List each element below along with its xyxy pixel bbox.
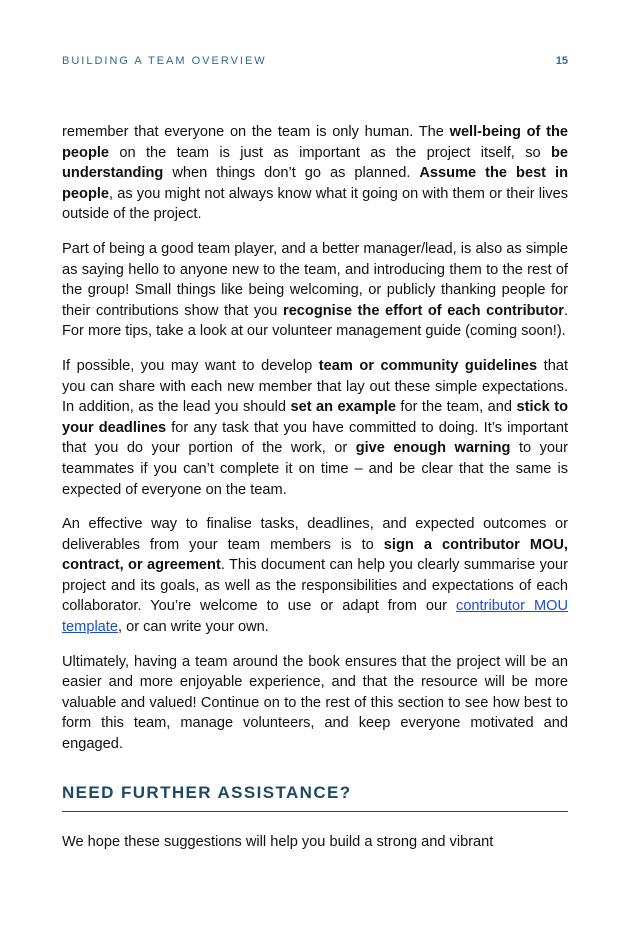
bold-phrase: sign a contributor MOU, contract, or agreement <box>62 536 568 574</box>
paragraph <box>62 832 568 853</box>
bold-phrase: be understanding <box>62 144 568 182</box>
mou-template-link[interactable]: contributor MOU template <box>62 598 568 636</box>
text-run: , or can write your own. <box>117 619 269 636</box>
body-text <box>62 122 568 867</box>
bold-phrase: set an example <box>290 399 396 416</box>
text-run: Part of being a good team player, and a better manager/lead, is also as simple as saying hello to anyone new to the team, and introducing them to the rest of the group! Small things like being welcoming, or publicly thanking people for their contributions show that you <box>62 240 568 319</box>
paragraph <box>62 652 568 755</box>
text-run: to your teammates if you can’t complete it on time – and be clear that the same is expected of everyone on the team. <box>62 440 568 498</box>
text-run: . This document can help you clearly summarise your project and its goals, as well as the responsibilities and expectations of each collaborator. You’re welcome to use or adapt from our <box>62 557 568 615</box>
paragraph <box>62 514 568 638</box>
text-run: . For more tips, take a look at our volunteer management guide (coming soon!). <box>62 302 568 340</box>
running-title: BUILDING A TEAM OVERVIEW <box>62 55 267 67</box>
text-run: If possible, you may want to develop <box>62 357 319 374</box>
text-run: for the team, and <box>395 399 517 416</box>
paragraph <box>62 122 568 225</box>
bold-phrase: recognise the effort of each contributor <box>283 302 564 319</box>
text-run: on the team is just as important as the project itself, so <box>109 144 551 161</box>
text-run: remember that everyone on the team is only human. The <box>62 124 450 140</box>
bold-phrase: well-being of the people <box>62 124 568 161</box>
text-run: We hope these suggestions will help you build a strong and vibrant <box>62 834 494 851</box>
paragraph <box>62 356 568 500</box>
text-run: , as you might not always know what it going on with them or their lives outside of the project. <box>62 185 568 223</box>
paragraph <box>62 239 568 342</box>
running-header <box>62 55 568 67</box>
text-run: for any task that you have committed to doing. It’s important that you do your portion of the work, or <box>62 419 569 457</box>
text-run: when things don’t go as planned. <box>163 165 420 182</box>
text-run: An effective way to finalise tasks, deadlines, and expected outcomes or deliverables from your team members is to <box>62 516 568 553</box>
bold-phrase: Assume the best in people <box>62 165 568 202</box>
section-heading: NEED FURTHER ASSISTANCE? <box>62 783 568 813</box>
bold-phrase: give enough warning <box>355 440 511 457</box>
bold-phrase: team or community guidelines <box>318 357 538 374</box>
text-run: Ultimately, having a team around the book ensures that the project will be an easier and more enjoyable experience, and that the resource will be more valuable and valued! Continue on to the rest of this section to see how best to form this team, manage volunteers, and keep everyone motivated and engaged. <box>62 653 568 753</box>
bold-phrase: stick to your deadlines <box>62 399 568 436</box>
text-run: that you can share with each new member that lay out these simple expectations. In addition, as the lead you should <box>62 357 569 416</box>
page-number: 15 <box>555 55 568 67</box>
